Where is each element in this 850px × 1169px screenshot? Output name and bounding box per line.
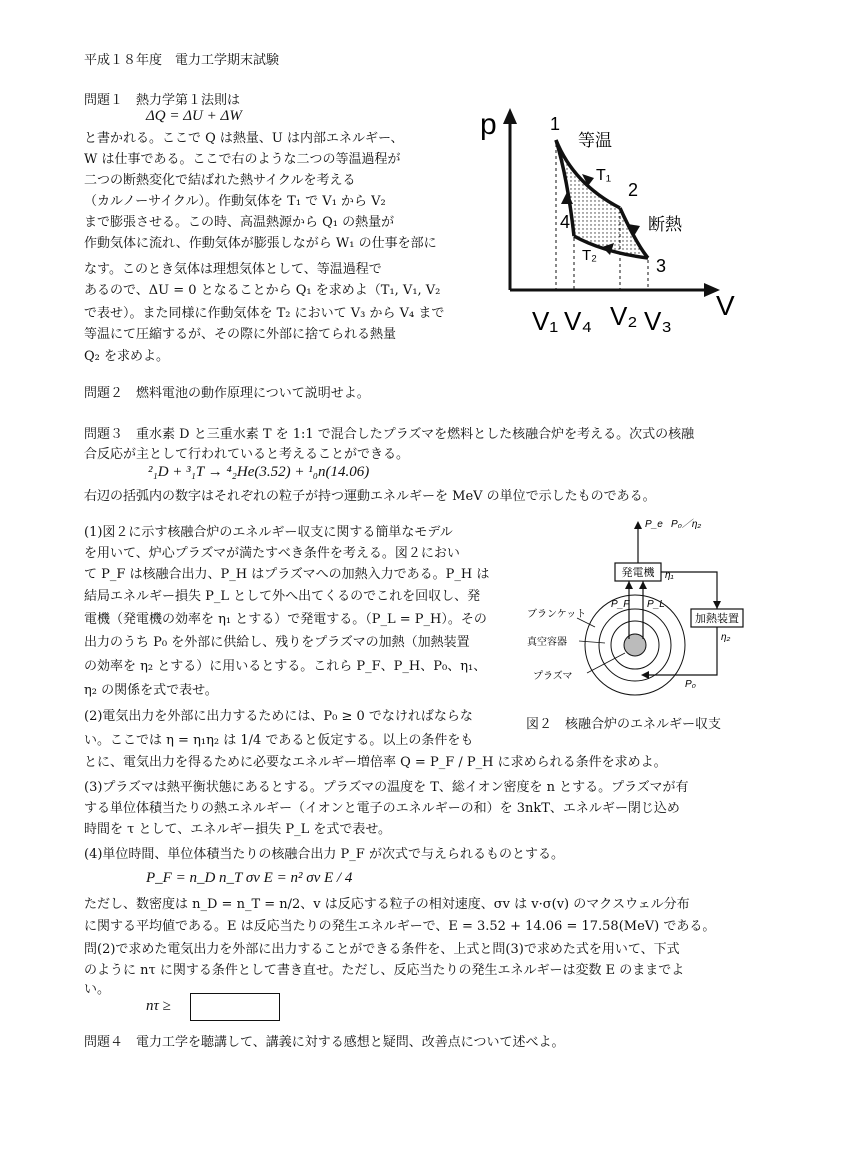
- heater-output-arrow: [641, 671, 649, 679]
- q3-part2-line: い。ここでは η = η₁η₂ は 1/4 であると仮定する。以上の条件をも: [84, 733, 474, 748]
- q3-part4b-line: に関する平均値である。E は反応当たりの発生エネルギーで、E = 3.52 + 14.06 = 17.58(MeV) である。: [84, 919, 716, 934]
- q3-part4b-line: 問(2)で求めた電気出力を外部に出力することができる条件を、上式と問(3)で求めた式を用いて、下式: [84, 942, 680, 957]
- q1-label: 問題１ 熱力学第１法則は: [84, 93, 241, 108]
- fusion-power-equation: P_F = n_D n_T σv E = n² σv E / 4: [146, 870, 353, 886]
- q3-part4b-line: ただし、数密度は n_D = n_T = n/2、v は反応する粒子の相対速度、σv は v·σ(v) のマクスウェル分布: [84, 897, 690, 912]
- q3-part1-line: (1)図２に示す核融合炉のエネルギー収支に関する簡単なモデル: [84, 525, 453, 540]
- q1-line: あるので、ΔU = 0 となることから Q₁ を求めよ（T₁, V₁, V₂: [84, 283, 441, 298]
- q1-line: なす。このとき気体は理想気体として、等温過程で: [84, 262, 382, 277]
- eta1-label: η₁: [665, 570, 674, 581]
- q1-first-law-equation: ΔQ = ΔU + ΔW: [146, 108, 242, 124]
- q2-text: 問題２ 燃料電池の動作原理について説明せよ。: [84, 386, 370, 401]
- q1-line: 二つの断熱変化で結ばれた熱サイクルを考える: [84, 173, 356, 188]
- q3-part1-line: 結局エネルギー損失 P_L として外へ出てくるのでこれを回収し、発: [84, 589, 481, 604]
- v3-label: V₃: [644, 306, 672, 336]
- pe-arrow: [634, 521, 642, 529]
- q1-line: 作動気体に流れ、作動気体が膨張しながら W₁ の仕事を部に: [84, 236, 437, 251]
- pe-label: P_e: [645, 519, 663, 530]
- q1-line: （カルノーサイクル）。作動気体を T₁ で V₁ から V₂: [84, 194, 386, 209]
- p-axis-arrow: [503, 108, 517, 124]
- blanket-label: ブランケット: [527, 609, 587, 620]
- v-axis-label: V: [716, 290, 735, 321]
- v4-label: V₄: [564, 306, 592, 336]
- q3-part4b-line: い。: [84, 982, 111, 997]
- pl-arrow: [639, 581, 647, 589]
- q1-line: まで膨張させる。この時、高温熱源から Q₁ の熱量が: [84, 215, 395, 230]
- q1-line: で表せ）。また同様に作動気体を T₂ において V₃ から V₄ まで: [84, 306, 445, 321]
- p-axis-label: p: [480, 108, 497, 141]
- q3-part1-line: て P_F は核融合出力、P_H はプラズマへの加熱入力である。P_H は: [84, 567, 490, 582]
- heater-input-arrow: [713, 601, 721, 609]
- q4-text: 問題４ 電力工学を聴講して、講義に対する感想と疑問、改善点について述べよ。: [84, 1035, 565, 1050]
- vessel-leader: [579, 641, 605, 643]
- q3-intro-line: 右辺の括弧内の数字はそれぞれの粒子が持つ運動エネルギーを MeV の単位で示したものである。: [84, 489, 656, 504]
- t-low-label: T₂: [582, 247, 597, 264]
- pf-label: P_F: [611, 599, 630, 610]
- point-label-1: 1: [550, 114, 561, 134]
- q3-part3-line: 時間を τ として、エネルギー損失 P_L を式で表せ。: [84, 822, 391, 837]
- q3-part1-line: 電機（発電機の効率を η₁ とする）で発電する。（P_L = P_H）。その: [84, 612, 487, 627]
- p0-eta-label: P₀／η₂: [671, 519, 702, 530]
- v2-label: V₂: [610, 301, 638, 331]
- heater-label: 加熱装置: [695, 613, 739, 625]
- q3-part3-line: (3)プラズマは熱平衡状態にあるとする。プラズマの温度を T、総イオン密度を n とする。プラズマが有: [84, 780, 689, 795]
- fusion-reaction-equation: ²₁D + ³₁T → ⁴₂He(3.52) + ¹₀n(14.06): [148, 464, 370, 480]
- q3-part1-line: を用いて、炉心プラズマが満たすべき条件を考える。図２におい: [84, 546, 460, 561]
- fusion-energy-balance-figure: [525, 515, 755, 715]
- t-high-label: T₁: [596, 167, 612, 184]
- isotherm-label: 等温: [578, 131, 612, 150]
- q3-part2-line: (2)電気出力を外部に出力するためには、P₀ ≥ 0 でなければならな: [84, 709, 473, 724]
- pf-arrow: [625, 581, 633, 589]
- q3-part4-line: (4)単位時間、単位体積当たりの核融合出力 P_F が次式で与えられるものとする。: [84, 847, 564, 862]
- q3-intro-line: 合反応が主として行われていると考えることができる。: [84, 447, 410, 462]
- q1-line: と書かれる。ここで Q は熱量、U は内部エネルギー、: [84, 131, 404, 146]
- generator-label: 発電機: [621, 567, 655, 579]
- ntau-condition-label: nτ ≥: [146, 998, 171, 1014]
- exam-title: 平成１８年度 電力工学期末試験: [84, 53, 280, 68]
- carnot-cycle-diagram: [470, 100, 750, 340]
- q3-part3-line: する単位体積当たりの熱エネルギー（イオンと電子のエネルギーの和）を 3nkT、エネルギー閉じ込め: [84, 801, 680, 816]
- figure-2-caption: 図２ 核融合炉のエネルギー収支: [526, 717, 722, 732]
- q1-line: W は仕事である。ここで右のような二つの等温過程が: [84, 152, 401, 167]
- p0-label: P₀: [685, 679, 696, 690]
- plasma-label: プラズマ: [533, 671, 573, 682]
- q3-intro-line: 問題３ 重水素 D と三重水素 T を 1:1 で混合したプラズマを燃料とした核融合炉を考える。次式の核融: [84, 427, 695, 442]
- point-label-4: 4: [560, 212, 571, 232]
- adiabatic-label: 断熱: [648, 215, 682, 234]
- q1-line: Q₂ を求めよ。: [84, 349, 170, 364]
- q3-part1-line: 出力のうち P₀ を外部に供給し、残りをプラズマの加熱（加熱装置: [84, 635, 470, 650]
- point-label-3: 3: [656, 256, 667, 276]
- v1-label: V₁: [532, 306, 559, 336]
- q1-line: 等温にて圧縮するが、その際に外部に捨てられる熱量: [84, 327, 397, 342]
- vessel-label: 真空容器: [527, 637, 567, 648]
- q3-part2-line: とに、電気出力を得るために必要なエネルギー増倍率 Q = P_F / P_H に求められる条件を求めよ。: [84, 755, 667, 770]
- point-label-2: 2: [628, 180, 639, 200]
- answer-box: [190, 993, 280, 1021]
- pl-label: P_L: [647, 599, 665, 610]
- q3-part4b-line: のように nτ に関する条件として書き直せ。ただし、反応当たりの発生エネルギーは変数 E のままでよ: [84, 963, 685, 978]
- q3-part1-line: η₂ の関係を式で表せ。: [84, 683, 218, 698]
- eta2-label: η₂: [721, 632, 731, 643]
- q3-part1-line: の効率を η₂ とする）に用いるとする。これら P_F、P_H、P₀、η₁、: [84, 659, 487, 674]
